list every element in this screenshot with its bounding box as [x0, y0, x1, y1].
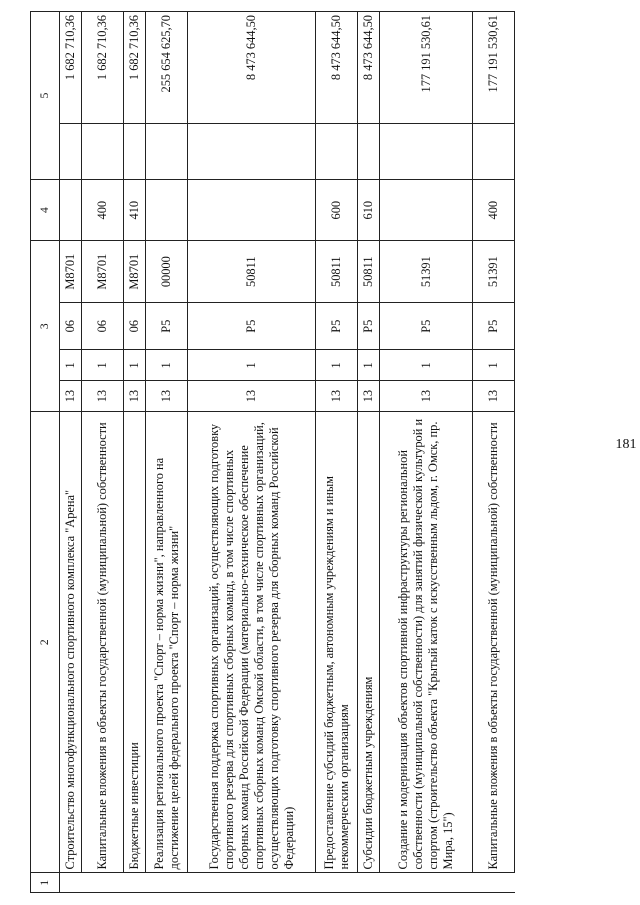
- table-row: [188, 12, 316, 893]
- row-spacer-cell: [188, 123, 316, 179]
- table-row: [358, 12, 380, 893]
- row-spacer-cell: [146, 123, 188, 179]
- row-code-c-cell: P5: [358, 302, 380, 350]
- row-expense-type-cell: [380, 179, 473, 241]
- row-code-c-cell: P5: [146, 302, 188, 350]
- row-spacer-cell: [358, 123, 380, 179]
- row-amount-cell: 8 473 644,50: [188, 12, 316, 124]
- row-blank-cell: [82, 873, 124, 893]
- row-blank-cell: [473, 873, 515, 893]
- header-col-1: 1: [31, 873, 60, 893]
- row-target-code-cell: M8701: [82, 241, 124, 303]
- table-row: [60, 12, 82, 893]
- row-code-b-cell: 1: [380, 350, 473, 381]
- row-expense-type-cell: 600: [316, 179, 358, 241]
- row-target-code-cell: M8701: [124, 241, 146, 303]
- row-spacer-cell: [316, 123, 358, 179]
- table-row: [380, 12, 473, 893]
- row-target-code-cell: 50811: [316, 241, 358, 303]
- row-name-cell: Реализация регионального проекта "Спорт – норма жизни", направленного на достижение целей федерального проекта "Спорт – норма жизни": [146, 411, 188, 872]
- row-blank-cell: [188, 873, 316, 893]
- budget-table: [30, 11, 515, 893]
- row-code-b-cell: 1: [316, 350, 358, 381]
- row-spacer-cell: [124, 123, 146, 179]
- row-code-a-cell: 13: [188, 381, 316, 412]
- row-amount-cell: 8 473 644,50: [316, 12, 358, 124]
- header-col-3: 3: [31, 241, 60, 412]
- row-code-a-cell: 13: [358, 381, 380, 412]
- row-name-cell: Создание и модернизация объектов спортивной инфраструктуры региональной собственности (муниципальной собственности) для занятий физической культурой и спортом (строительство объекта "Крытый каток с искусственным льдом, г. Омск, пр. Мира, 15"): [380, 411, 473, 872]
- row-expense-type-cell: [60, 179, 82, 241]
- row-target-code-cell: 00000: [146, 241, 188, 303]
- row-target-code-cell: 51391: [473, 241, 515, 303]
- row-code-b-cell: 1: [124, 350, 146, 381]
- row-code-a-cell: 13: [146, 381, 188, 412]
- row-code-a-cell: 13: [60, 381, 82, 412]
- row-blank-cell: [358, 873, 380, 893]
- row-spacer-cell: [473, 123, 515, 179]
- row-expense-type-cell: [146, 179, 188, 241]
- row-blank-cell: [380, 873, 473, 893]
- row-amount-cell: 177 191 530,61: [473, 12, 515, 124]
- row-name-cell: Бюджетные инвестиции: [124, 411, 146, 872]
- row-code-a-cell: 13: [124, 381, 146, 412]
- row-code-c-cell: P5: [380, 302, 473, 350]
- row-amount-cell: 255 654 625,70: [146, 12, 188, 124]
- table-row: [124, 12, 146, 893]
- row-name-cell: Строительство многофункционального спортивного комплекса "Арена": [60, 411, 82, 872]
- row-expense-type-cell: 400: [82, 179, 124, 241]
- header-col-5: 5: [31, 12, 60, 180]
- row-target-code-cell: M8701: [60, 241, 82, 303]
- row-code-b-cell: 1: [473, 350, 515, 381]
- row-blank-cell: [316, 873, 358, 893]
- row-blank-cell: [60, 873, 82, 893]
- row-code-b-cell: 1: [146, 350, 188, 381]
- header-row: [31, 12, 60, 893]
- row-name-cell: Предоставление субсидий бюджетным, автономным учреждениям и иным некоммерческим организациям: [316, 411, 358, 872]
- row-name-cell: Субсидии бюджетным учреждениям: [358, 411, 380, 872]
- table-row: [82, 12, 124, 893]
- table-row: [473, 12, 515, 893]
- table-row: [146, 12, 188, 893]
- row-spacer-cell: [60, 123, 82, 179]
- row-name-cell: Капитальные вложения в объекты государственной (муниципальной) собственности: [82, 411, 124, 872]
- row-amount-cell: 1 682 710,36: [82, 12, 124, 124]
- row-target-code-cell: 50811: [358, 241, 380, 303]
- row-target-code-cell: 50811: [188, 241, 316, 303]
- row-code-c-cell: P5: [473, 302, 515, 350]
- row-amount-cell: 1 682 710,36: [124, 12, 146, 124]
- row-amount-cell: 1 682 710,36: [60, 12, 82, 124]
- row-code-a-cell: 13: [473, 381, 515, 412]
- row-expense-type-cell: 400: [473, 179, 515, 241]
- row-spacer-cell: [380, 123, 473, 179]
- row-code-c-cell: 06: [124, 302, 146, 350]
- row-code-a-cell: 13: [82, 381, 124, 412]
- header-col-4: 4: [31, 179, 60, 241]
- row-code-b-cell: 1: [60, 350, 82, 381]
- table-row: [316, 12, 358, 893]
- row-blank-cell: [146, 873, 188, 893]
- row-code-b-cell: 1: [188, 350, 316, 381]
- page-number: 181: [615, 437, 637, 452]
- row-code-c-cell: P5: [316, 302, 358, 350]
- row-code-b-cell: 1: [82, 350, 124, 381]
- row-expense-type-cell: 610: [358, 179, 380, 241]
- row-blank-cell: [124, 873, 146, 893]
- row-target-code-cell: 51391: [380, 241, 473, 303]
- row-name-cell: Государственная поддержка спортивных организаций, осуществляющих подготовку спортивного резерва для спортивных сборных команд, в том числе спортивных сборных команд Российской Федерации (материально-техническое обеспечение спортивных сборных команд Омской области, в том числе спортивных организаций, осуществляющих подготовку спортивного резерва для сборных команд Российской Федерации): [188, 411, 316, 872]
- row-code-b-cell: 1: [358, 350, 380, 381]
- row-amount-cell: 177 191 530,61: [380, 12, 473, 124]
- header-col-2: 2: [31, 411, 60, 872]
- row-expense-type-cell: [188, 179, 316, 241]
- row-amount-cell: 8 473 644,50: [358, 12, 380, 124]
- row-name-cell: Капитальные вложения в объекты государственной (муниципальной) собственности: [473, 411, 515, 872]
- row-code-a-cell: 13: [380, 381, 473, 412]
- row-expense-type-cell: 410: [124, 179, 146, 241]
- row-code-c-cell: 06: [60, 302, 82, 350]
- row-spacer-cell: [82, 123, 124, 179]
- row-code-c-cell: 06: [82, 302, 124, 350]
- row-code-c-cell: P5: [188, 302, 316, 350]
- row-code-a-cell: 13: [316, 381, 358, 412]
